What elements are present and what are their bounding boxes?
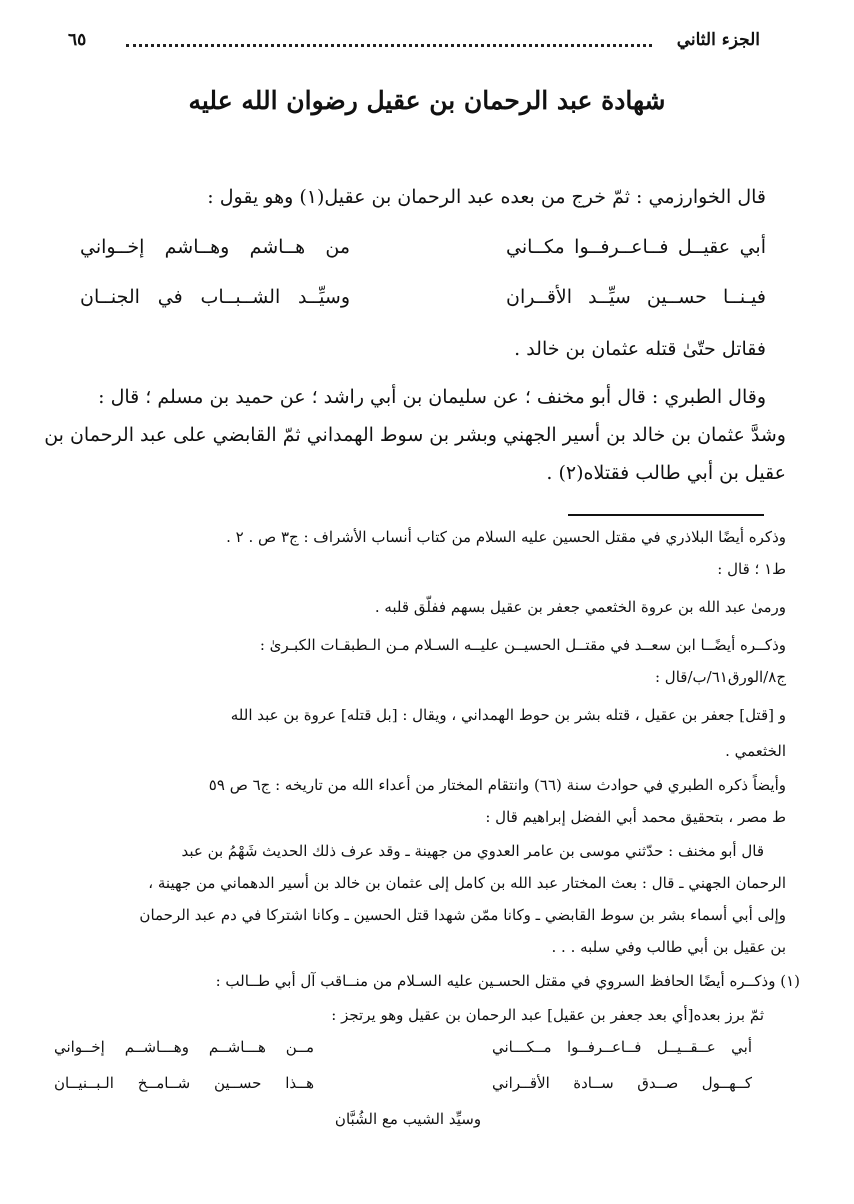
footnote-line: ط مصر ، بتحقيق محمد أبي الفضل إبراهيم قال : (485, 808, 786, 826)
header-dotted-leader (126, 44, 652, 47)
footnote-line: الخثعمي . (725, 742, 786, 760)
footnote-verse-second-hemistich: هــذا حســين شــامــخ الـبــنيــان (54, 1074, 314, 1092)
footnote-separator (568, 514, 764, 516)
narrative-killed: فقاتل حتّىٰ قتله عثمان بن خالد . (514, 338, 766, 360)
footnote-line: وإلى أبي أسماء بشر بن سوط القابضي ـ وكانا ممّن شهدا قتل الحسين ـ وكانا اشتركا في دم عبد الرحمان (139, 906, 786, 924)
tabari-line: وشدَّ عثمان بن خالد بن أسير الجهني وبشر بن سوط الهمداني ثمّ القابضي على عبد الرحمان بن (44, 424, 786, 446)
verse-first-hemistich: فيـنــا حســين سيِّــد الأقــران (506, 286, 766, 308)
page-number: ٦٥ (68, 30, 87, 50)
footnote-line: وذكره أيضًا البلاذري في مقتل الحسين عليه السلام من كتاب أنساب الأشراف : ج٣ ص . ٢ . (226, 528, 786, 546)
footnote-line: ج٨/الورق٦١/ب/قال : (654, 668, 786, 686)
tabari-line: وقال الطبري : قال أبو مخنف ؛ عن سليمان بن أبي راشد ؛ عن حميد بن مسلم ؛ قال : (98, 386, 766, 408)
header-part-title: الجزء الثاني (676, 30, 760, 50)
footnote-marker-line: (١) وذكــره أيضًا الحافظ السروي في مقتل الحسـين عليه السـلام من منــاقب آل أبي طــالب : (215, 972, 800, 990)
footnote-verse-closing: وسيِّد الشيب مع الشُبَّان (334, 1110, 482, 1128)
footnote-line: قال أبو مخنف : حدّثني موسى بن عامر العدوي من جهينة ـ وقد عرف ذلك الحديث شَهْمُ بن عبد (181, 842, 764, 860)
footnote-line: وأيضاً ذكره الطبري في حوادث سنة (٦٦) وانتقام المختار من أعداء الله من تاريخه : ج٦ ص ٥٩ (208, 776, 786, 794)
intro-paragraph: قال الخوارزمي : ثمّ خرج من بعده عبد الرحمان بن عقيل(١) وهو يقول : (207, 186, 766, 208)
running-header (68, 30, 760, 60)
footnote-line: بن عقيل بن أبي طالب وفي سلبه . . . (551, 938, 786, 956)
footnote-verse-first-hemistich: كــهــول صــدق ســادة الأقــراني (492, 1074, 752, 1092)
verse-second-hemistich: وسيِّــد الشــبــاب في الجنــان (80, 286, 350, 308)
chapter-title: شهادة عبد الرحمان بن عقيل رضوان الله عليه (188, 86, 666, 115)
footnote-line: ثمّ برز بعده[أي بعد جعفر بن عقيل] عبد الرحمان بن عقيل وهو يرتجز : (331, 1006, 764, 1024)
verse-first-hemistich: أبي عقيــل فــاعــرفــوا مكــاني (506, 236, 766, 258)
footnote-line: ورمىٰ عبد الله بن عروة الخثعمي جعفر بن عقيل بسهم ففلّق قلبه . (374, 598, 786, 616)
footnote-line: الرحمان الجهني ـ قال : بعث المختار عبد الله بن كامل إلى عثمان بن خالد بن أسير الدهماني من جهينة ، (148, 874, 786, 892)
footnote-line: ط١ ؛ قال : (717, 560, 786, 578)
footnote-line: وذكــره أيضًــا ابن سعــد في مقتــل الحسيــن عليــه السـلام مـن الـطبقـات الكبـرىٰ : (259, 636, 786, 654)
tabari-line: عقيل بن أبي طالب فقتلاه(٢) . (546, 462, 786, 484)
footnote-verse-second-hemistich: مــن هـــاشــم وهـــاشــم إخــواني (54, 1038, 314, 1056)
verse-second-hemistich: من هــاشم وهــاشم إخــواني (80, 236, 350, 258)
footnote-verse-first-hemistich: أبي عــقــيــل فــاعــرفــوا مــكـــاني (492, 1038, 752, 1056)
footnote-line: و [قتل] جعفر بن عقيل ، قتله بشر بن حوط الهمداني ، ويقال : [بل قتله] عروة بن عبد الله (230, 706, 786, 724)
